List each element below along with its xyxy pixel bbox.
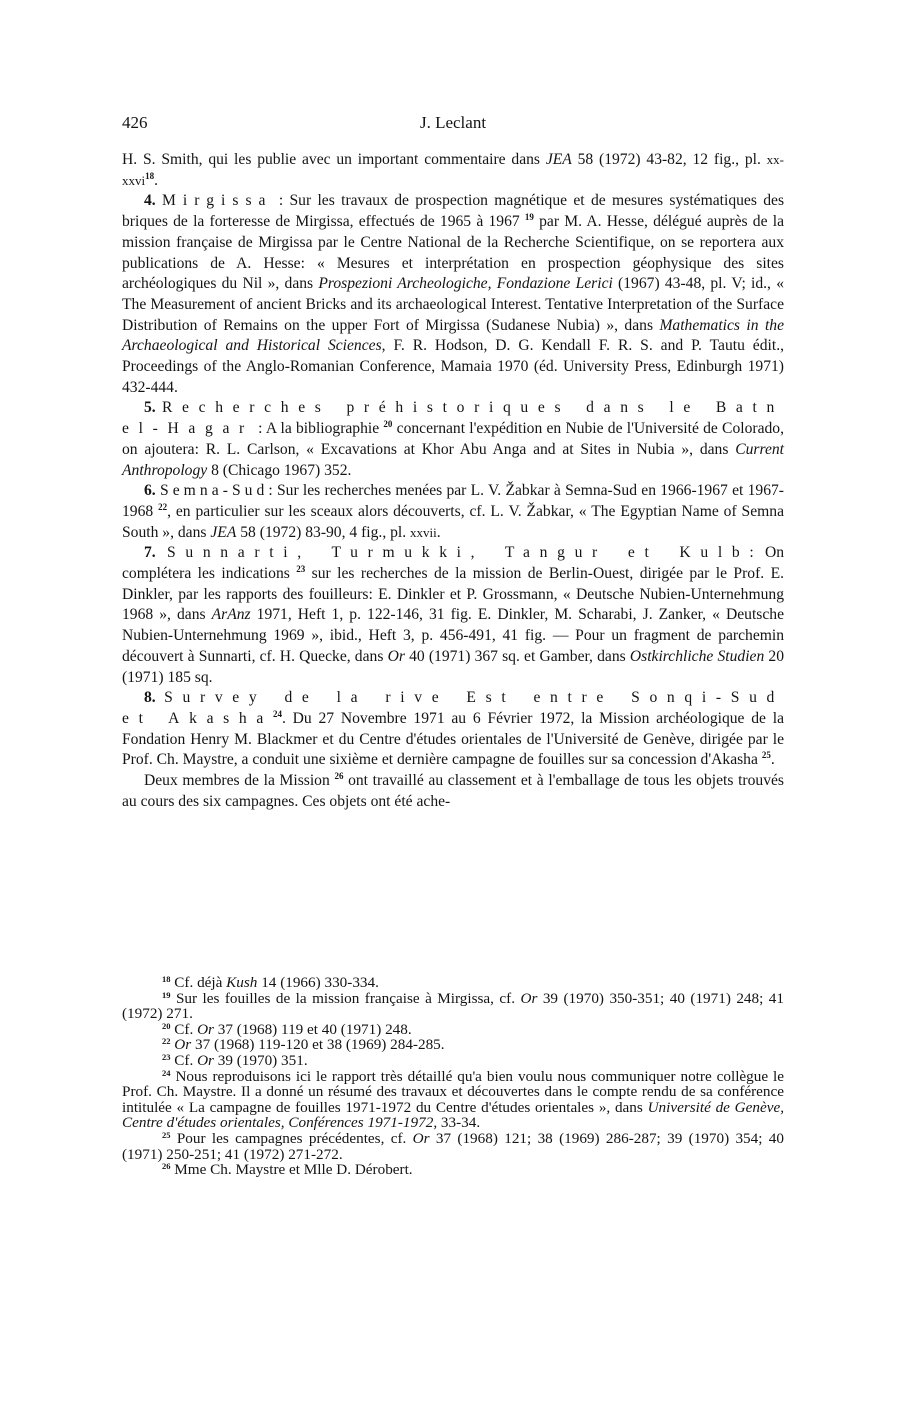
- journal-title: Or: [520, 989, 538, 1007]
- text-run: .: [154, 171, 159, 189]
- running-header: [122, 113, 784, 137]
- text-run: Deux membres de la Mission: [144, 772, 335, 790]
- journal-title: Or: [197, 1020, 214, 1038]
- text-run: Pour les campagnes précédentes, cf.: [170, 1129, 413, 1147]
- section-number: 7.: [144, 544, 167, 562]
- footnote-ref: 18: [145, 170, 155, 181]
- site-name: Recherches préhistoriques dans le Batn el-Hagar: [122, 399, 784, 438]
- footnote-18: [122, 975, 784, 991]
- footnote-ref: 23: [296, 564, 306, 575]
- text-run: Cf. déjà: [170, 974, 227, 991]
- text-run: .: [436, 523, 441, 541]
- site-name: Semna-Sud: [159, 482, 269, 500]
- text-run: par M. A. Hesse, délégué auprès de la mission française de Mirgissa par le Centre National de la Recherche Scientifique, on se reportera aux publications de A. Hesse: « Mesures et interprétation en prospection géophysique des sites archéologiques du Nil », dans: [122, 213, 784, 293]
- footnote-20: [122, 1022, 784, 1038]
- paragraph-continued: [122, 150, 784, 191]
- text-run: : Sur les recherches menées par L. V. Žabkar à Semna-Sud en 1966-1967 et 1967-1968: [122, 482, 785, 520]
- footnote-26: [122, 1162, 784, 1178]
- running-title: J. Leclant: [419, 113, 487, 132]
- footnote-24: [122, 1069, 784, 1131]
- journal-title: Or: [174, 1036, 192, 1054]
- text-run: 20 (1971) 185 sq.: [122, 647, 785, 686]
- text-run: 37 (1968) 121; 38 (1969) 286-287; 39 (1970) 354; 40 (1971) 250-251; 41 (1972) 271-272.: [122, 1129, 784, 1163]
- text-run: Cf.: [170, 1020, 198, 1038]
- publication-title: Université de Genève, Centre d'études orientales, Conférences 1971-1972: [122, 1098, 785, 1132]
- text-run: H. S. Smith, qui les publie avec un important commentaire dans: [122, 151, 546, 168]
- footnote-number: 18: [162, 974, 171, 984]
- section-4-mirgissa: [122, 191, 784, 398]
- text-run: .: [770, 751, 775, 769]
- text-run: 14 (1966) 330-334.: [257, 974, 379, 991]
- text-run: , en particulier sur les sceaux alors découverts, cf. L. V. Žabkar, « The Egyptian Name of Semna South », dans: [122, 502, 784, 541]
- text-run: 8 (Chicago 1967) 352.: [207, 461, 352, 479]
- text-run: 58 (1972) 83-90, 4 fig., pl.: [236, 523, 411, 541]
- footnote-number: 26: [162, 1161, 171, 1172]
- text-run: 58 (1972) 43-82, 12 fig., pl.: [571, 151, 767, 168]
- site-name: Sunnarti, Turmukki, Tangur et Kulb: [167, 544, 750, 562]
- footnote-19: [122, 991, 784, 1022]
- text-run: concernant l'expédition en Nubie de l'Université de Colorado, on ajoutera: R. L. Carlson, « Excavations at Khor Abu Anga and at Sites in Nubia », dans: [122, 420, 784, 458]
- footnote-number: 25: [162, 1129, 171, 1140]
- text-run: : Sur les travaux de prospection magnétique et de mesures systématiques des briques de la forteresse de Mirgissa, effectués de 1965 à 1967: [122, 192, 785, 231]
- section-number: 8.: [144, 689, 165, 707]
- footnotes: [122, 975, 784, 1178]
- section-5-batn-el-hagar: [122, 398, 784, 481]
- text-run: . Du 27 Novembre 1971 au 6 Février 1972, la Mission archéologique de la Fondation Henry M. Blackmer et du Centre d'études orientales de l'Université de Genève, dirigée par le Prof. Ch. Maystre, a conduit une sixième et dernière campagne de fouilles sur sa concession d'Akasha: [122, 709, 784, 769]
- page-number: 426: [122, 113, 148, 132]
- paragraph-mission-members: [122, 771, 784, 812]
- publication-title: Mathematics in the Archaeological and Historical Sciences: [122, 316, 784, 355]
- site-name: Survey de la rive Est entre Sonqi-Sud et Akasha: [122, 689, 785, 727]
- section-number: 4.: [144, 192, 163, 210]
- footnote-22: [122, 1037, 784, 1053]
- journal-title: Kush: [226, 974, 258, 991]
- journal-title: Or: [412, 1129, 430, 1147]
- plate-number: xxvii: [410, 524, 437, 540]
- text-run: Cf.: [170, 1051, 198, 1069]
- plate-range: xx-xxvi: [122, 152, 785, 188]
- text-run: , F. R. Hodson, D. G. Kendall F. R. S. and P. Tautu édit., Proceedings of the Anglo-Romanian Conference, Mamaia 1970 (éd. University Press, Edinburgh 1971) 432-444.: [122, 337, 784, 396]
- journal-title: JEA: [210, 523, 237, 541]
- section-6-semna-sud: [122, 481, 784, 543]
- journal-title: Or: [197, 1051, 214, 1069]
- text-run: 37 (1968) 119 et 40 (1971) 248.: [213, 1020, 412, 1038]
- footnote-ref: 26: [334, 771, 344, 782]
- text-run: ont travaillé au classement et à l'emballage de tous les objets trouvés au cours des six campagnes. Ces objets ont été ache-: [122, 772, 784, 810]
- footnote-ref: 19: [524, 212, 534, 223]
- journal-title: Or: [387, 647, 405, 665]
- footnote-25: [122, 1131, 784, 1162]
- text-run: 39 (1970) 351.: [213, 1051, 308, 1069]
- footnote-ref: 24: [272, 708, 282, 719]
- footnote-number: 22: [162, 1036, 171, 1047]
- footnote-number: 23: [162, 1051, 171, 1062]
- text-run: 37 (1968) 119-120 et 38 (1969) 284-285.: [191, 1036, 445, 1054]
- text-run: : A la bibliographie: [253, 420, 384, 438]
- section-number: 6.: [144, 482, 160, 500]
- journal-title: JEA: [545, 151, 572, 168]
- footnote-number: 20: [162, 1020, 171, 1031]
- footnote-number: 24: [162, 1067, 171, 1078]
- text-run: sur les recherches de la mission de Berlin-Ouest, dirigée par le Prof. E. Dinkler, par les rapports des fouilleurs: E. Dinkler et P. Grossmann, « Deutsche Nubien-Unternehmung 1968 », dans: [122, 565, 784, 624]
- footnote-ref: 25: [761, 750, 771, 761]
- text-run: Sur les fouilles de la mission française à Mirgissa, cf.: [170, 989, 521, 1007]
- section-7-sunnarti: [122, 543, 784, 688]
- text-run: Nous reproduisons ici le rapport très détaillé qu'a bien voulu nous communiquer notre collègue le Prof. Ch. Maystre. Il a donné un résumé des travaux et découvertes dans le compte rendu de sa conférence intitulée « La campagne de fouilles 1971-1972 du Centre d'études orientales », dans: [122, 1067, 784, 1116]
- text-run: Mme Ch. Maystre et Mlle D. Dérobert.: [170, 1161, 413, 1179]
- text-run: 40 (1971) 367 sq. et Gamber, dans: [404, 647, 630, 665]
- publication-title: Prospezioni Archeologiche, Fondazione Lerici: [318, 275, 613, 293]
- journal-title: Ostkirchliche Studien: [629, 647, 765, 665]
- section-number: 5.: [144, 399, 162, 417]
- site-name: Mirgissa: [162, 192, 273, 210]
- text-run: 39 (1970) 350-351; 40 (1971) 248; 41 (1972) 271.: [122, 989, 784, 1023]
- text-run: : On complétera les indications: [122, 544, 784, 583]
- footnote-23: [122, 1053, 784, 1069]
- footnote-ref: 20: [383, 419, 393, 430]
- text-run: , 33-34.: [433, 1114, 481, 1132]
- journal-title: ArAnz: [211, 606, 251, 624]
- section-8-survey: [122, 688, 784, 771]
- text-run: (1967) 43-48, pl. V; id., « The Measurement of ancient Bricks and its archaeological Interest. Tentative Interpretation of the Surface Distribution of Remains on the upper Fort of Mirgissa (Sudanese Nubia) », dans: [122, 275, 784, 334]
- footnote-ref: 22: [158, 501, 168, 512]
- footnote-number: 19: [162, 989, 171, 1000]
- text-run: 1971, Heft 1, p. 122-146, 31 fig. E. Dinkler, M. Scharabi, J. Zanker, « Deutsche Nubien-Unternehmung 1969 », ibid., Heft 3, p. 456-491, 41 fig. — Pour un fragment de parchemin découvert à Sunnarti, cf. H. Quecke, dans: [122, 606, 784, 665]
- journal-title: Current Anthropology: [122, 440, 784, 479]
- main-text: [122, 150, 784, 813]
